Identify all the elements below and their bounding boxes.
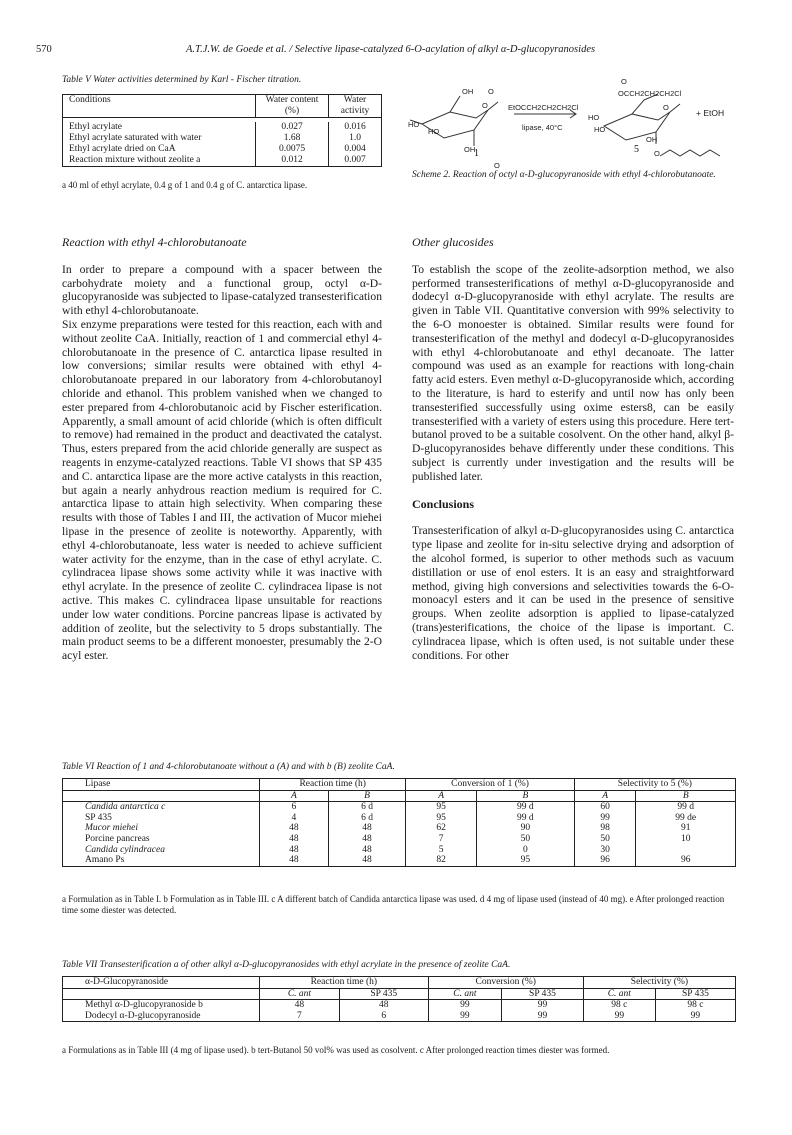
paragraph: To establish the scope of the zeolite-adsorption method, we also performed transesterifications of methyl α-D-glucopyranoside and dodecyl α-D-glucopyranoside with ethyl acrylate. The results are given in Table VII. Quantitative conversion with 99% selectivity to the 6-O monoester is obtained. Similar results were found for transesterification of the methyl and dodecyl α-D-glucopyranosides with ethyl 4-chlorobutanoate and ethyl decanoate. The latter compound was used as an example for reactions with long-chain fatty acid esters. Even methyl α-D-glucopyranoside which, according to the literature, is hard to esterify and until now has only been transesterified successfully using oxime esters8, can be easily transesterified with a variety of esters using this procedure. Here tert-butanol proved to be a suitable cosolvent. On the other hand, alkyl β-D-glucopyranosides behave differently under these conditions. This subject is currently under investigation and the results will be published later. bbox=[412, 262, 734, 483]
table6-header-conversion: Conversion of 1 (%) bbox=[406, 779, 574, 791]
table5-caption: Table V Water activities determined by Karl - Fischer titration. bbox=[62, 75, 302, 85]
scheme-reagent: EtOCCH2CH2CH2Cl bbox=[508, 103, 579, 112]
table-cell: 98 c bbox=[655, 1000, 735, 1011]
row-label: Mucor miehei bbox=[63, 823, 260, 834]
table-cell: 99 bbox=[428, 1011, 501, 1022]
table-cell: 7 bbox=[260, 1011, 340, 1022]
table7-header-selectivity: Selectivity (%) bbox=[583, 977, 735, 989]
scheme-label-ho: HO bbox=[588, 113, 600, 122]
table5 bbox=[62, 94, 382, 167]
scheme-label-o: O bbox=[654, 149, 660, 158]
table-cell: Ethyl acrylate bbox=[63, 122, 256, 133]
table-cell: 95 bbox=[406, 802, 477, 813]
table-cell: 99 bbox=[655, 1011, 735, 1022]
scheme-label-o: O bbox=[621, 77, 627, 86]
table-cell: 99 bbox=[428, 1000, 501, 1011]
page-number: 570 bbox=[36, 44, 52, 55]
table-cell: 96 bbox=[574, 855, 636, 866]
table6-subheader: A bbox=[574, 790, 636, 802]
table-cell: 48 bbox=[260, 855, 329, 866]
table-cell bbox=[636, 845, 736, 856]
table5-header-water-content: Water content (%) bbox=[256, 95, 329, 118]
table7-subheader: C. ant bbox=[428, 988, 501, 1000]
table-cell: 6 d bbox=[328, 802, 406, 813]
table-cell: 0 bbox=[476, 845, 574, 856]
table-cell: 99 d bbox=[476, 802, 574, 813]
table-cell: 10 bbox=[636, 834, 736, 845]
row-label: Methyl α-D-glucopyranoside b bbox=[63, 1000, 260, 1011]
table6-subheader: B bbox=[476, 790, 574, 802]
table7 bbox=[62, 976, 736, 1022]
row-label: Dodecyl α-D-glucopyranoside bbox=[63, 1011, 260, 1022]
table-cell: 99 d bbox=[476, 813, 574, 824]
scheme-label-o: O bbox=[488, 87, 494, 96]
table-row bbox=[63, 802, 736, 813]
section-heading-conclusions: Conclusions bbox=[412, 496, 475, 511]
table-cell: 99 bbox=[583, 1011, 655, 1022]
scheme-2-caption: Scheme 2. Reaction of octyl α-D-glucopyranoside with ethyl 4-chlorobutanoate. bbox=[412, 170, 716, 180]
table6-subheader: B bbox=[636, 790, 736, 802]
scheme-conditions: lipase, 40°C bbox=[522, 123, 563, 132]
table-cell: 0.012 bbox=[256, 155, 329, 167]
table6-subheader: A bbox=[406, 790, 477, 802]
table-cell: 99 bbox=[502, 1000, 584, 1011]
table-cell: Ethyl acrylate saturated with water bbox=[63, 133, 256, 144]
scheme-label-oh: OH bbox=[464, 145, 476, 154]
table-cell: 99 de bbox=[636, 813, 736, 824]
table6-footnote: a Formulation as in Table I. b Formulation as in Table III. c A different batch of Candida antarctica lipase was used. d 4 mg of lipase used (instead of 40 mg). e After prolonged reaction time some diester was detected. bbox=[62, 894, 725, 915]
table-cell: 95 bbox=[476, 855, 574, 866]
table6-header-lipase: Lipase bbox=[63, 779, 260, 791]
table-row bbox=[63, 133, 382, 144]
scheme-label-o: O bbox=[494, 161, 500, 168]
table-cell: 48 bbox=[328, 823, 406, 834]
right-column bbox=[412, 236, 734, 662]
scheme-label-oh: OH bbox=[646, 135, 658, 144]
table6-header-reaction-time: Reaction time (h) bbox=[260, 779, 406, 791]
table-cell: 5 bbox=[406, 845, 477, 856]
scheme-compound-1-label: 1 bbox=[474, 148, 479, 159]
table-cell: 99 bbox=[574, 813, 636, 824]
table7-header-reaction-time: Reaction time (h) bbox=[260, 977, 429, 989]
table-row bbox=[63, 823, 736, 834]
table-cell: Reaction mixture without zeolite a bbox=[63, 155, 256, 167]
table-cell: 48 bbox=[328, 845, 406, 856]
table-cell: 30 bbox=[574, 845, 636, 856]
scheme-byproduct: + EtOH bbox=[696, 108, 725, 118]
table-cell: 48 bbox=[260, 823, 329, 834]
table-row bbox=[63, 834, 736, 845]
table-cell: 0.016 bbox=[329, 122, 382, 133]
scheme-label-o: O bbox=[482, 101, 488, 110]
scheme-compound-5-label: 5 bbox=[634, 144, 639, 155]
paragraph: In order to prepare a compound with a spacer between the carbohydrate moiety and a functional group, octyl α-D-glucopyranoside was subjected to lipase-catalyzed transesterification with ethyl 4-chlorobutanoate. bbox=[62, 262, 382, 318]
table-cell: 90 bbox=[476, 823, 574, 834]
table7-header-conversion: Conversion (%) bbox=[428, 977, 583, 989]
table-row bbox=[63, 813, 736, 824]
table5-footnote: a 40 ml of ethyl acrylate, 0.4 g of 1 and 0.4 g of C. antarctica lipase. bbox=[62, 180, 308, 190]
table-cell: 48 bbox=[260, 845, 329, 856]
table7-footnote: a Formulations as in Table III (4 mg of lipase used). b tert-Butanol 50 vol% was used as cosolvent. c After prolonged reaction times diester was formed. bbox=[62, 1045, 610, 1055]
table-cell: 6 bbox=[260, 802, 329, 813]
scheme-product-ester: OCCH2CH2CH2Cl bbox=[618, 89, 682, 98]
table-row bbox=[63, 855, 736, 866]
scheme-label-ho: HO bbox=[594, 125, 606, 134]
table-cell: 99 d bbox=[636, 802, 736, 813]
row-label: Amano Ps bbox=[63, 855, 260, 866]
table-cell: 0.004 bbox=[329, 144, 382, 155]
table-row bbox=[63, 1011, 736, 1022]
table-row bbox=[63, 155, 382, 167]
table-cell: 6 d bbox=[328, 813, 406, 824]
table-cell: 98 bbox=[574, 823, 636, 834]
table7-subheader: SP 435 bbox=[655, 988, 735, 1000]
table6-caption: Table VI Reaction of 1 and 4-chlorobutanoate without a (A) and with b (B) zeolite CaA. bbox=[62, 762, 395, 772]
table7-caption: Table VII Transesterification a of other alkyl α-D-glucopyranosides with ethyl acrylate in the presence of zeolite CaA. bbox=[62, 960, 511, 970]
table7-subheader: SP 435 bbox=[339, 988, 428, 1000]
scheme-2-diagram bbox=[408, 72, 748, 168]
table-cell: 62 bbox=[406, 823, 477, 834]
table6 bbox=[62, 778, 736, 867]
left-column bbox=[62, 236, 382, 663]
section-heading-reaction-chlorobutanoate: Reaction with ethyl 4-chlorobutanoate bbox=[62, 235, 247, 249]
table7-subheader: SP 435 bbox=[502, 988, 584, 1000]
table-row bbox=[63, 1000, 736, 1011]
table7-subheader: C. ant bbox=[583, 988, 655, 1000]
table6-header-selectivity: Selectivity to 5 (%) bbox=[574, 779, 735, 791]
table6-subheader: A bbox=[260, 790, 329, 802]
scheme-label-ho: HO bbox=[428, 127, 440, 136]
section-heading-other-glucosides: Other glucosides bbox=[412, 235, 494, 249]
table-cell: 1.0 bbox=[329, 133, 382, 144]
table-cell: 95 bbox=[406, 813, 477, 824]
running-title: A.T.J.W. de Goede et al. / Selective lipase-catalyzed 6-O-acylation of alkyl α-D-glucopyranosides bbox=[186, 44, 596, 55]
table-cell: 60 bbox=[574, 802, 636, 813]
row-label: Porcine pancreas bbox=[63, 834, 260, 845]
scheme-label-o: O bbox=[663, 103, 669, 112]
table-cell: 96 bbox=[636, 855, 736, 866]
row-label: Candida antarctica c bbox=[63, 802, 260, 813]
row-label: SP 435 bbox=[63, 813, 260, 824]
table-cell: 82 bbox=[406, 855, 477, 866]
table-cell: 6 bbox=[339, 1011, 428, 1022]
table-cell: 91 bbox=[636, 823, 736, 834]
table-cell: 4 bbox=[260, 813, 329, 824]
table-cell: Ethyl acrylate dried on CaA bbox=[63, 144, 256, 155]
table-cell: 48 bbox=[260, 834, 329, 845]
table7-subheader: C. ant bbox=[260, 988, 340, 1000]
table-cell: 0.007 bbox=[329, 155, 382, 167]
table-cell: 1.68 bbox=[256, 133, 329, 144]
table-cell: 0.0075 bbox=[256, 144, 329, 155]
table-cell: 98 c bbox=[583, 1000, 655, 1011]
scheme-label-ho: HO bbox=[408, 120, 420, 129]
table5-header-conditions: Conditions bbox=[63, 95, 256, 118]
table-cell: 99 bbox=[502, 1011, 584, 1022]
table-cell: 48 bbox=[328, 834, 406, 845]
row-label: Candida cylindracea bbox=[63, 845, 260, 856]
table-row bbox=[63, 144, 382, 155]
table-cell: 7 bbox=[406, 834, 477, 845]
paragraph: Transesterification of alkyl α-D-glucopyranosides using C. antarctica type lipase and zeolite for in-situ selective drying and adsorption of the alcohol formed, is superior to other methods such as vacuum distillation or use of enol esters. It is an easy and straightforward method, giving high conversions and selectivities towards the 6-O-monoacyl esters and it can be used in the presence of sensitive groups. When zeolite adsorption is applied to lipase-catalyzed (trans)esterifications, the choice of the lipase is important. C. cylindracea lipase, which is often used, is not suitable under these conditions. For other bbox=[412, 524, 734, 662]
scheme-label-oh: OH bbox=[462, 87, 474, 96]
table-cell: 48 bbox=[339, 1000, 428, 1011]
table7-header-glucopyranoside: α-D-Glucopyranoside bbox=[63, 977, 260, 989]
table-cell: 50 bbox=[476, 834, 574, 845]
table-row bbox=[63, 845, 736, 856]
table6-subheader: B bbox=[328, 790, 406, 802]
table-cell: 48 bbox=[260, 1000, 340, 1011]
table5-header-water-activity: Water activity bbox=[329, 95, 382, 118]
table-row bbox=[63, 122, 382, 133]
table-cell: 48 bbox=[328, 855, 406, 866]
paragraph: Six enzyme preparations were tested for this reaction, each with and without zeolite CaA. Initially, reaction of 1 and commercial ethyl 4-chlorobutanoate in the presence of C. antarctica lipase resulted in low conversions; similar results were obtained with ethyl 4-chlorobutanoate prepared in our laboratory from 4-chlorobutanoyl chloride and ethanol. This problem vanished when we changed to ester prepared from 4-chlorobutanoic acid by Fischer esterification. Apparently, a small amount of acid chloride (which is often difficult to remove) had remained in the product and deactivated the catalyst. Thus, esters prepared from the acid chloride generally are suspect as reagents in enzyme-catalyzed reactions. Table VI shows that SP 435 and C. antarctica lipase are the more active catalysts in this reaction, but again a nearly anhydrous reaction medium is required for C. antarctica lipase to attain high selectivity. When comparing these results with those of Tables I and III, the activation of Mucor miehei lipase in the presence of zeolite is noteworthy. Apparently, with ethyl 4-chlorobutanoate, less water is needed to achieve sufficient water activity for the enzyme, than in the case of ethyl acrylate. C. cylindracea lipase shows some activity while it was inactive with ethyl acrylate. In the presence of zeolite C. cylindracea lipase is not active. This makes C. cylindracea lipase unsuitable for reactions under low water conditions. Porcine pancreas lipase is activated by addition of zeolite, but the selectivity to 5 drops substantially. The main product seems to be a different monoester, presumably the 2-O acyl ester. bbox=[62, 317, 382, 663]
table-cell: 50 bbox=[574, 834, 636, 845]
table-cell: 0.027 bbox=[256, 122, 329, 133]
